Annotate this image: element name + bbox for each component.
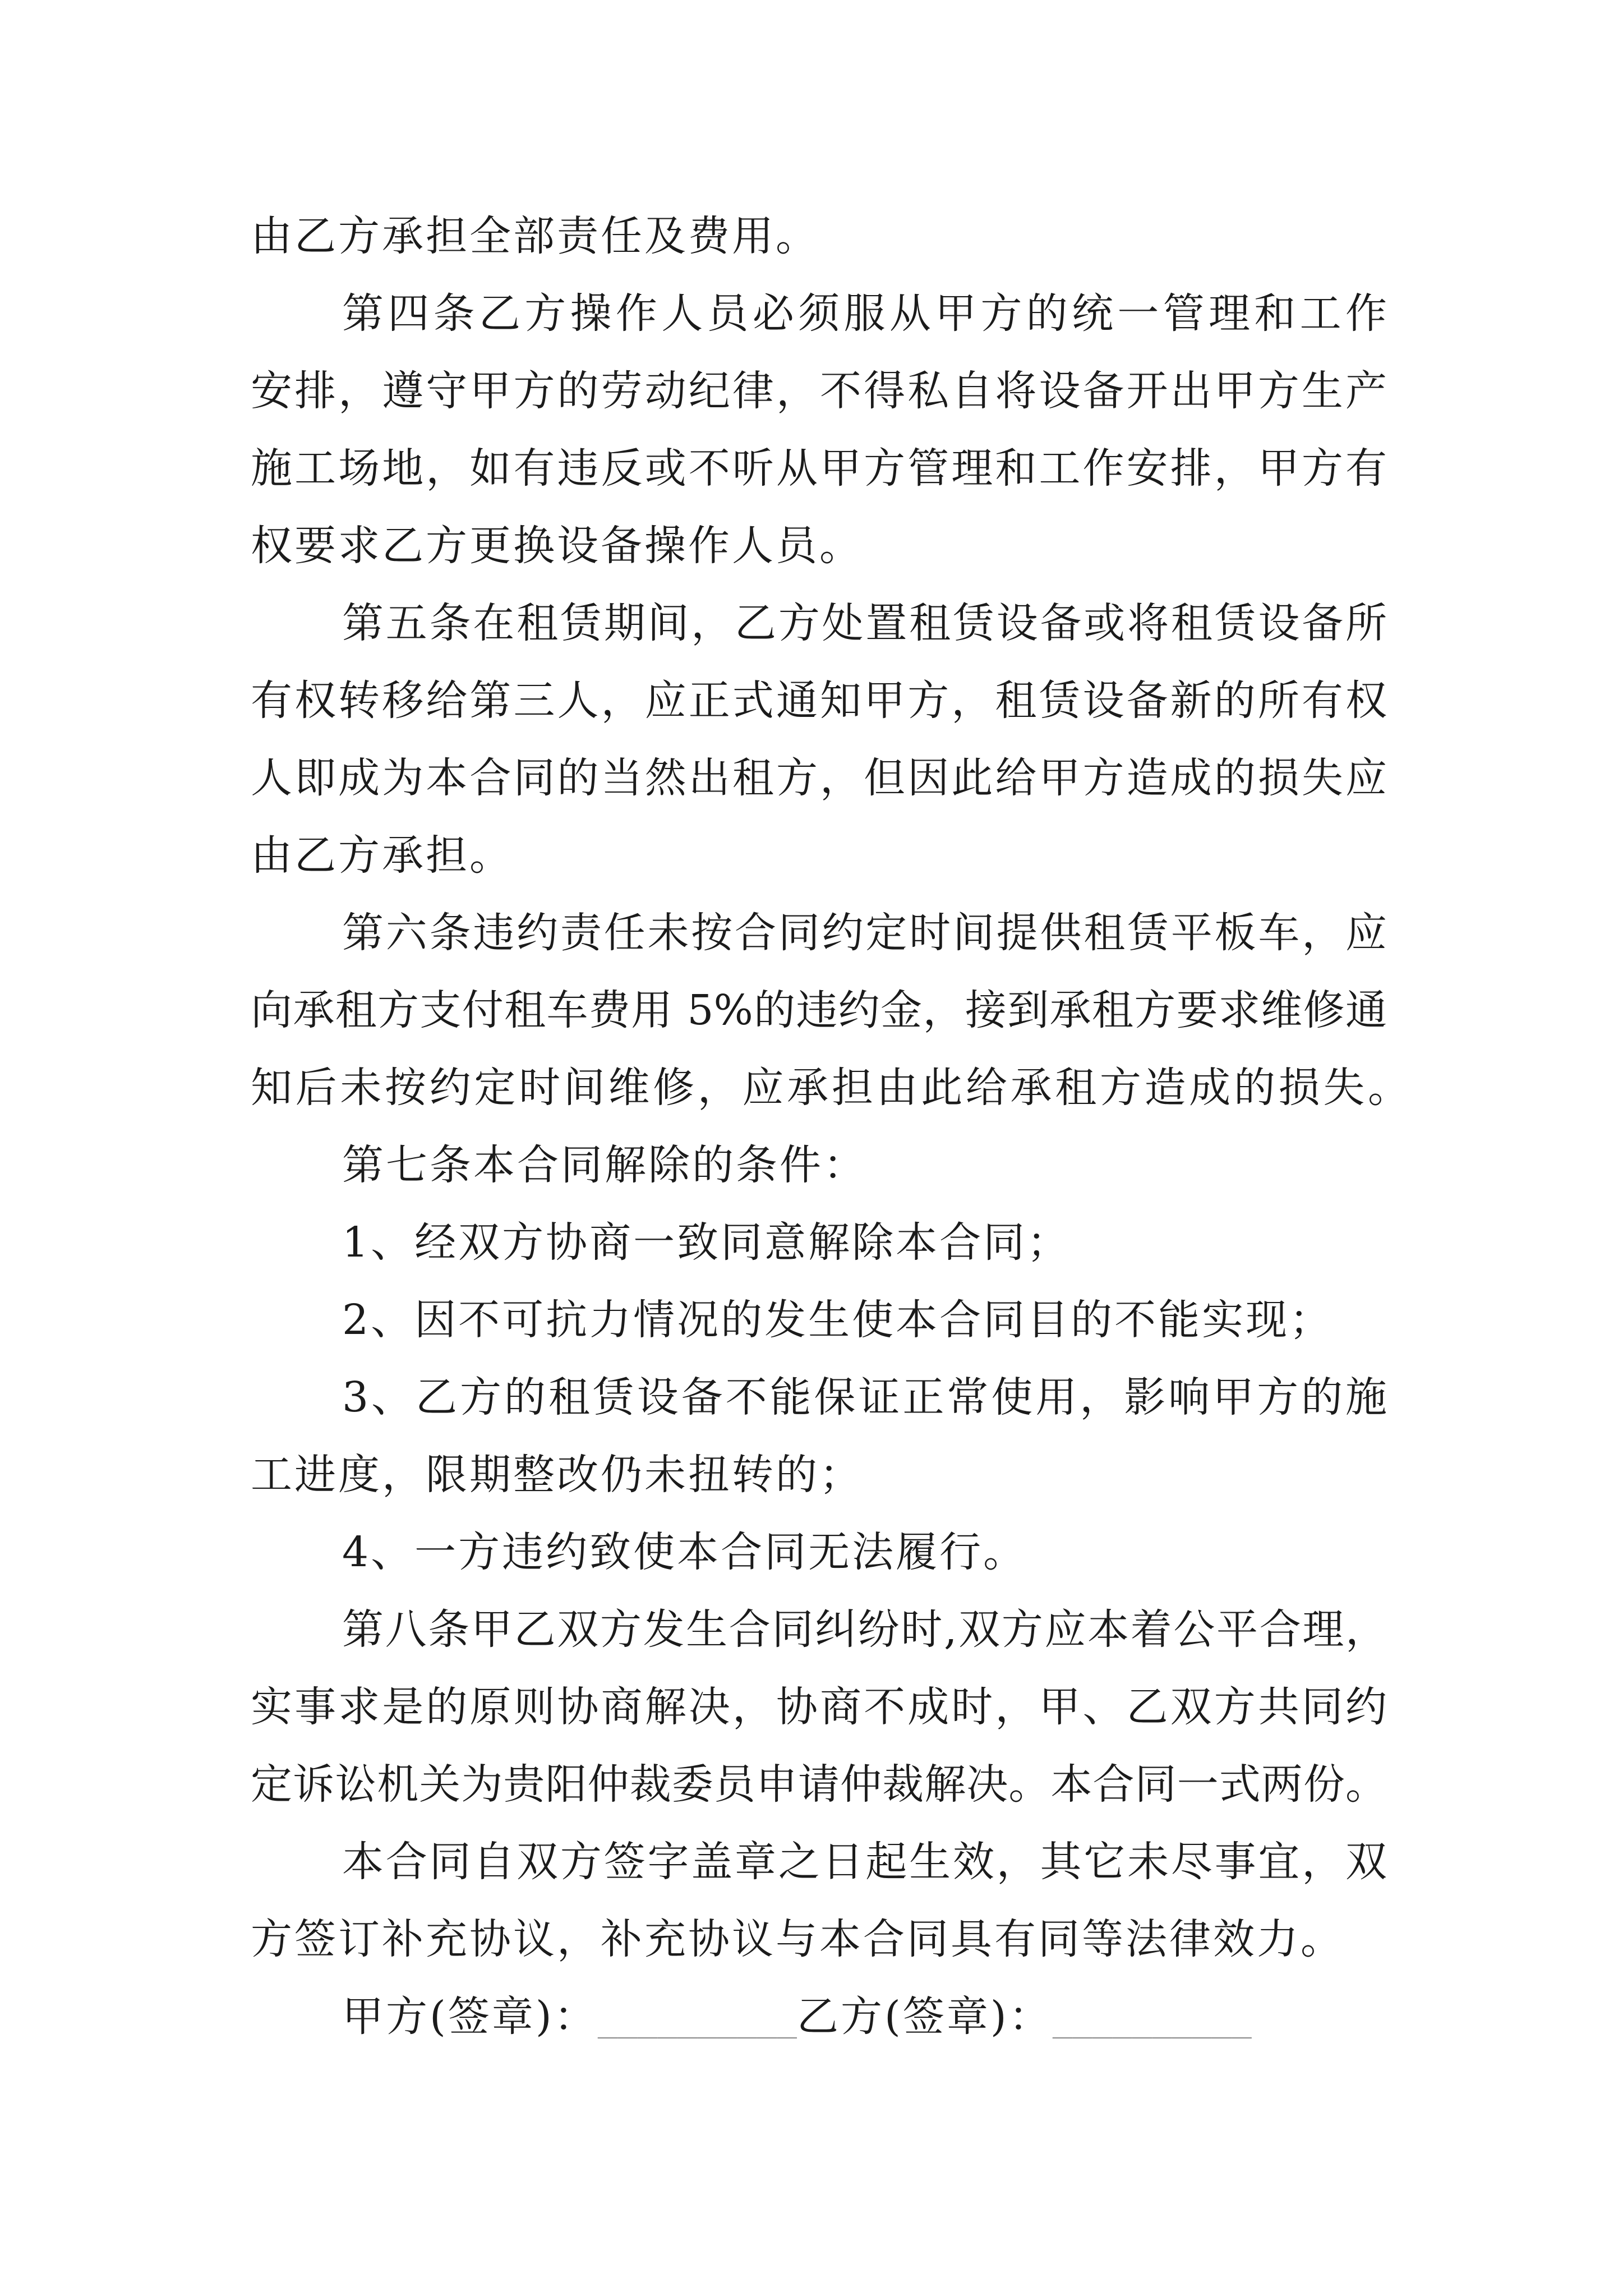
text-line: 人即成为本合同的当然出租方，但因此给甲方造成的损失应 xyxy=(251,754,1387,802)
clause-5-paragraph xyxy=(251,585,1440,894)
continuation-paragraph xyxy=(251,197,1440,275)
text-line: 第八条甲乙双方发生合同纠纷时,双方应本着公平合理， xyxy=(342,1605,1387,1654)
text-line: 由乙方承担全部责任及费用。 xyxy=(251,212,819,260)
text-line: 权要求乙方更换设备操作人员。 xyxy=(251,522,863,570)
text-line: 实事求是的原则协商解决，协商不成时，甲、乙双方共同约 xyxy=(251,1683,1387,1731)
text-line: 4、一方违约致使本合同无法履行。 xyxy=(342,1528,1027,1576)
clause-7-heading xyxy=(251,1126,1440,1204)
text-line: 知后未按约定时间维修，应承担由此给承租方造成的损失。 xyxy=(251,1064,1409,1112)
text-line: 第七条本合同解除的条件： xyxy=(342,1141,867,1189)
text-line: 工进度，限期整改仍未扭转的； xyxy=(251,1451,863,1499)
termination-condition-3 xyxy=(251,1359,1440,1513)
clause-6-paragraph xyxy=(251,894,1440,1126)
text-line: 第四条乙方操作人员必须服从甲方的统一管理和工作 xyxy=(342,289,1387,338)
text-line: 3、乙方的租赁设备不能保证正常使用，影响甲方的施 xyxy=(342,1373,1387,1421)
party-b-signature-blank: __________ xyxy=(1052,2000,1252,2039)
party-b-signature-label: 乙方(签章)： xyxy=(796,1993,1053,2041)
signature-line xyxy=(342,1978,1440,2055)
clause-4-paragraph xyxy=(251,275,1440,585)
document-body xyxy=(251,197,1440,2055)
clause-8-paragraph xyxy=(251,1591,1440,1823)
termination-condition-4 xyxy=(251,1513,1440,1591)
effective-date-paragraph xyxy=(251,1823,1440,1978)
text-line: 2、因不可抗力情况的发生使本合同目的不能实现； xyxy=(342,1296,1334,1344)
text-line: 第六条违约责任未按合同约定时间提供租赁平板车，应 xyxy=(342,909,1387,957)
text-line: 方签订补充协议，补充协议与本合同具有同等法律效力。 xyxy=(251,1915,1344,1963)
text-line: 1、经双方协商一致同意解除本合同； xyxy=(342,1218,1071,1267)
text-line: 有权转移给第三人，应正式通知甲方，租赁设备新的所有权 xyxy=(251,677,1387,725)
text-line: 安排，遵守甲方的劳动纪律，不得私自将设备开出甲方生产 xyxy=(251,367,1387,415)
text-line: 第五条在租赁期间，乙方处置租赁设备或将租赁设备所 xyxy=(342,599,1387,647)
text-line: 定诉讼机关为贵阳仲裁委员申请仲裁解决。本合同一式两份。 xyxy=(251,1760,1387,1809)
termination-condition-1 xyxy=(251,1204,1440,1281)
party-a-signature-label: 甲方(签章)： xyxy=(342,1993,598,2041)
text-line: 施工场地，如有违反或不听从甲方管理和工作安排，甲方有 xyxy=(251,444,1387,493)
termination-condition-2 xyxy=(251,1281,1440,1359)
party-a-signature-blank: __________ xyxy=(597,2000,797,2039)
text-line: 本合同自双方签字盖章之日起生效，其它未尽事宜，双 xyxy=(342,1838,1387,1886)
text-line: 向承租方支付租车费用 5%的违约金，接到承租方要求维修通 xyxy=(251,986,1387,1034)
text-line: 由乙方承担。 xyxy=(251,831,513,880)
